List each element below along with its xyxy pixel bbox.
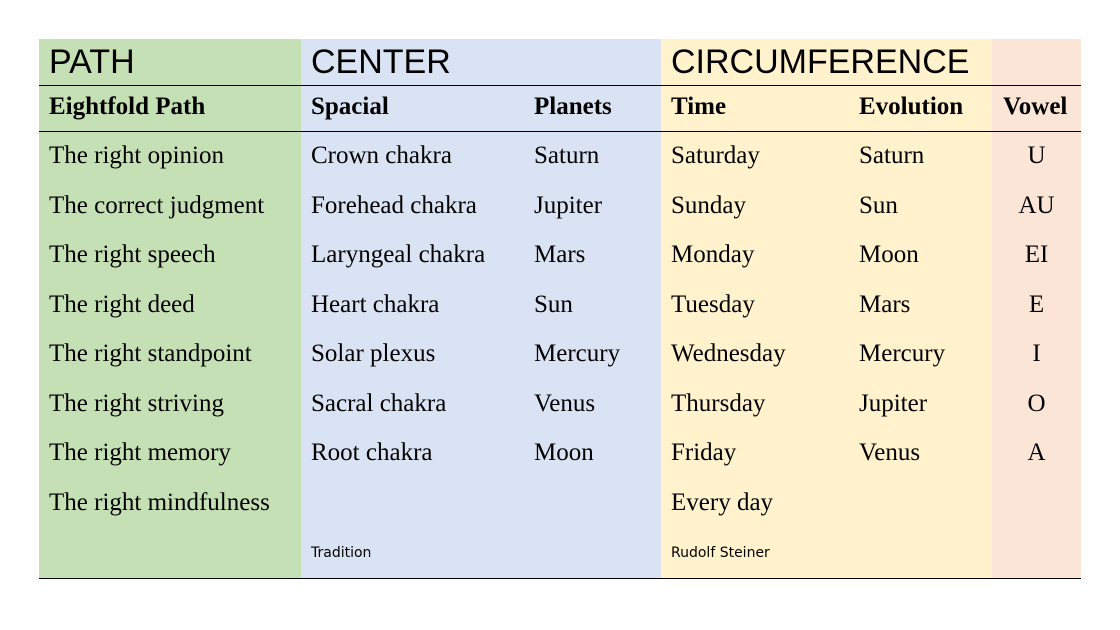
column-header-eightfold-path: Eightfold Path [49,93,206,120]
row-2-vowel: AU [1018,192,1055,219]
row-1-planet: Saturn [534,142,600,169]
row-6-evolution: Jupiter [859,390,928,417]
row-3-spacial: Laryngeal chakra [311,241,486,268]
row-7-spacial: Root chakra [311,439,433,466]
source-note-rudolf-steiner: Rudolf Steiner [671,545,770,561]
row-2-planet: Jupiter [534,192,603,219]
row-6-vowel: O [1027,390,1046,417]
row-4-path: The right deed [49,291,195,318]
section-title-path: PATH [49,43,135,81]
column-header-time: Time [671,93,727,120]
row-1-time: Saturday [671,142,760,169]
row-6-path: The right striving [49,390,224,417]
row-5-vowel: I [1032,340,1041,367]
row-6-time: Thursday [671,390,766,417]
row-2-evolution: Sun [859,192,898,219]
section-header-divider [39,85,1081,86]
row-3-path: The right speech [49,241,216,268]
row-8-path: The right mindfulness [49,489,270,516]
row-5-planet: Mercury [534,340,621,367]
row-5-evolution: Mercury [859,340,946,367]
row-1-spacial: Crown chakra [311,142,452,169]
column-header-divider [39,131,1081,132]
row-6-planet: Venus [534,390,596,417]
row-7-path: The right memory [49,439,231,466]
row-2-spacial: Forehead chakra [311,192,477,219]
row-7-time: Friday [671,439,737,466]
row-2-time: Sunday [671,192,746,219]
row-4-planet: Sun [534,291,573,318]
row-1-vowel: U [1027,142,1046,169]
row-4-vowel: E [1028,291,1045,318]
row-7-evolution: Venus [859,439,921,466]
row-8-time: Every day [671,489,774,516]
row-3-evolution: Moon [859,241,919,268]
row-2-path: The correct judgment [49,192,265,219]
column-header-evolution: Evolution [859,93,964,120]
column-header-spacial: Spacial [311,93,389,120]
row-1-evolution: Saturn [859,142,925,169]
row-7-vowel: A [1027,439,1046,466]
row-3-time: Monday [671,241,755,268]
section-title-center: CENTER [311,43,451,81]
row-4-time: Tuesday [671,291,755,318]
row-5-spacial: Solar plexus [311,340,436,367]
row-4-spacial: Heart chakra [311,291,440,318]
row-1-path: The right opinion [49,142,224,169]
correspondence-table [39,39,1081,579]
table-bottom-divider [39,578,1081,579]
column-header-vowel: Vowel [1003,93,1068,120]
row-3-planet: Mars [534,241,586,268]
column-header-planets: Planets [534,93,612,120]
row-4-evolution: Mars [859,291,911,318]
source-note-tradition: Tradition [311,545,372,561]
row-5-path: The right standpoint [49,340,252,367]
section-title-circumference: CIRCUMFERENCE [671,43,970,81]
row-7-planet: Moon [534,439,594,466]
row-5-time: Wednesday [671,340,786,367]
row-6-spacial: Sacral chakra [311,390,447,417]
row-3-vowel: EI [1024,241,1049,268]
